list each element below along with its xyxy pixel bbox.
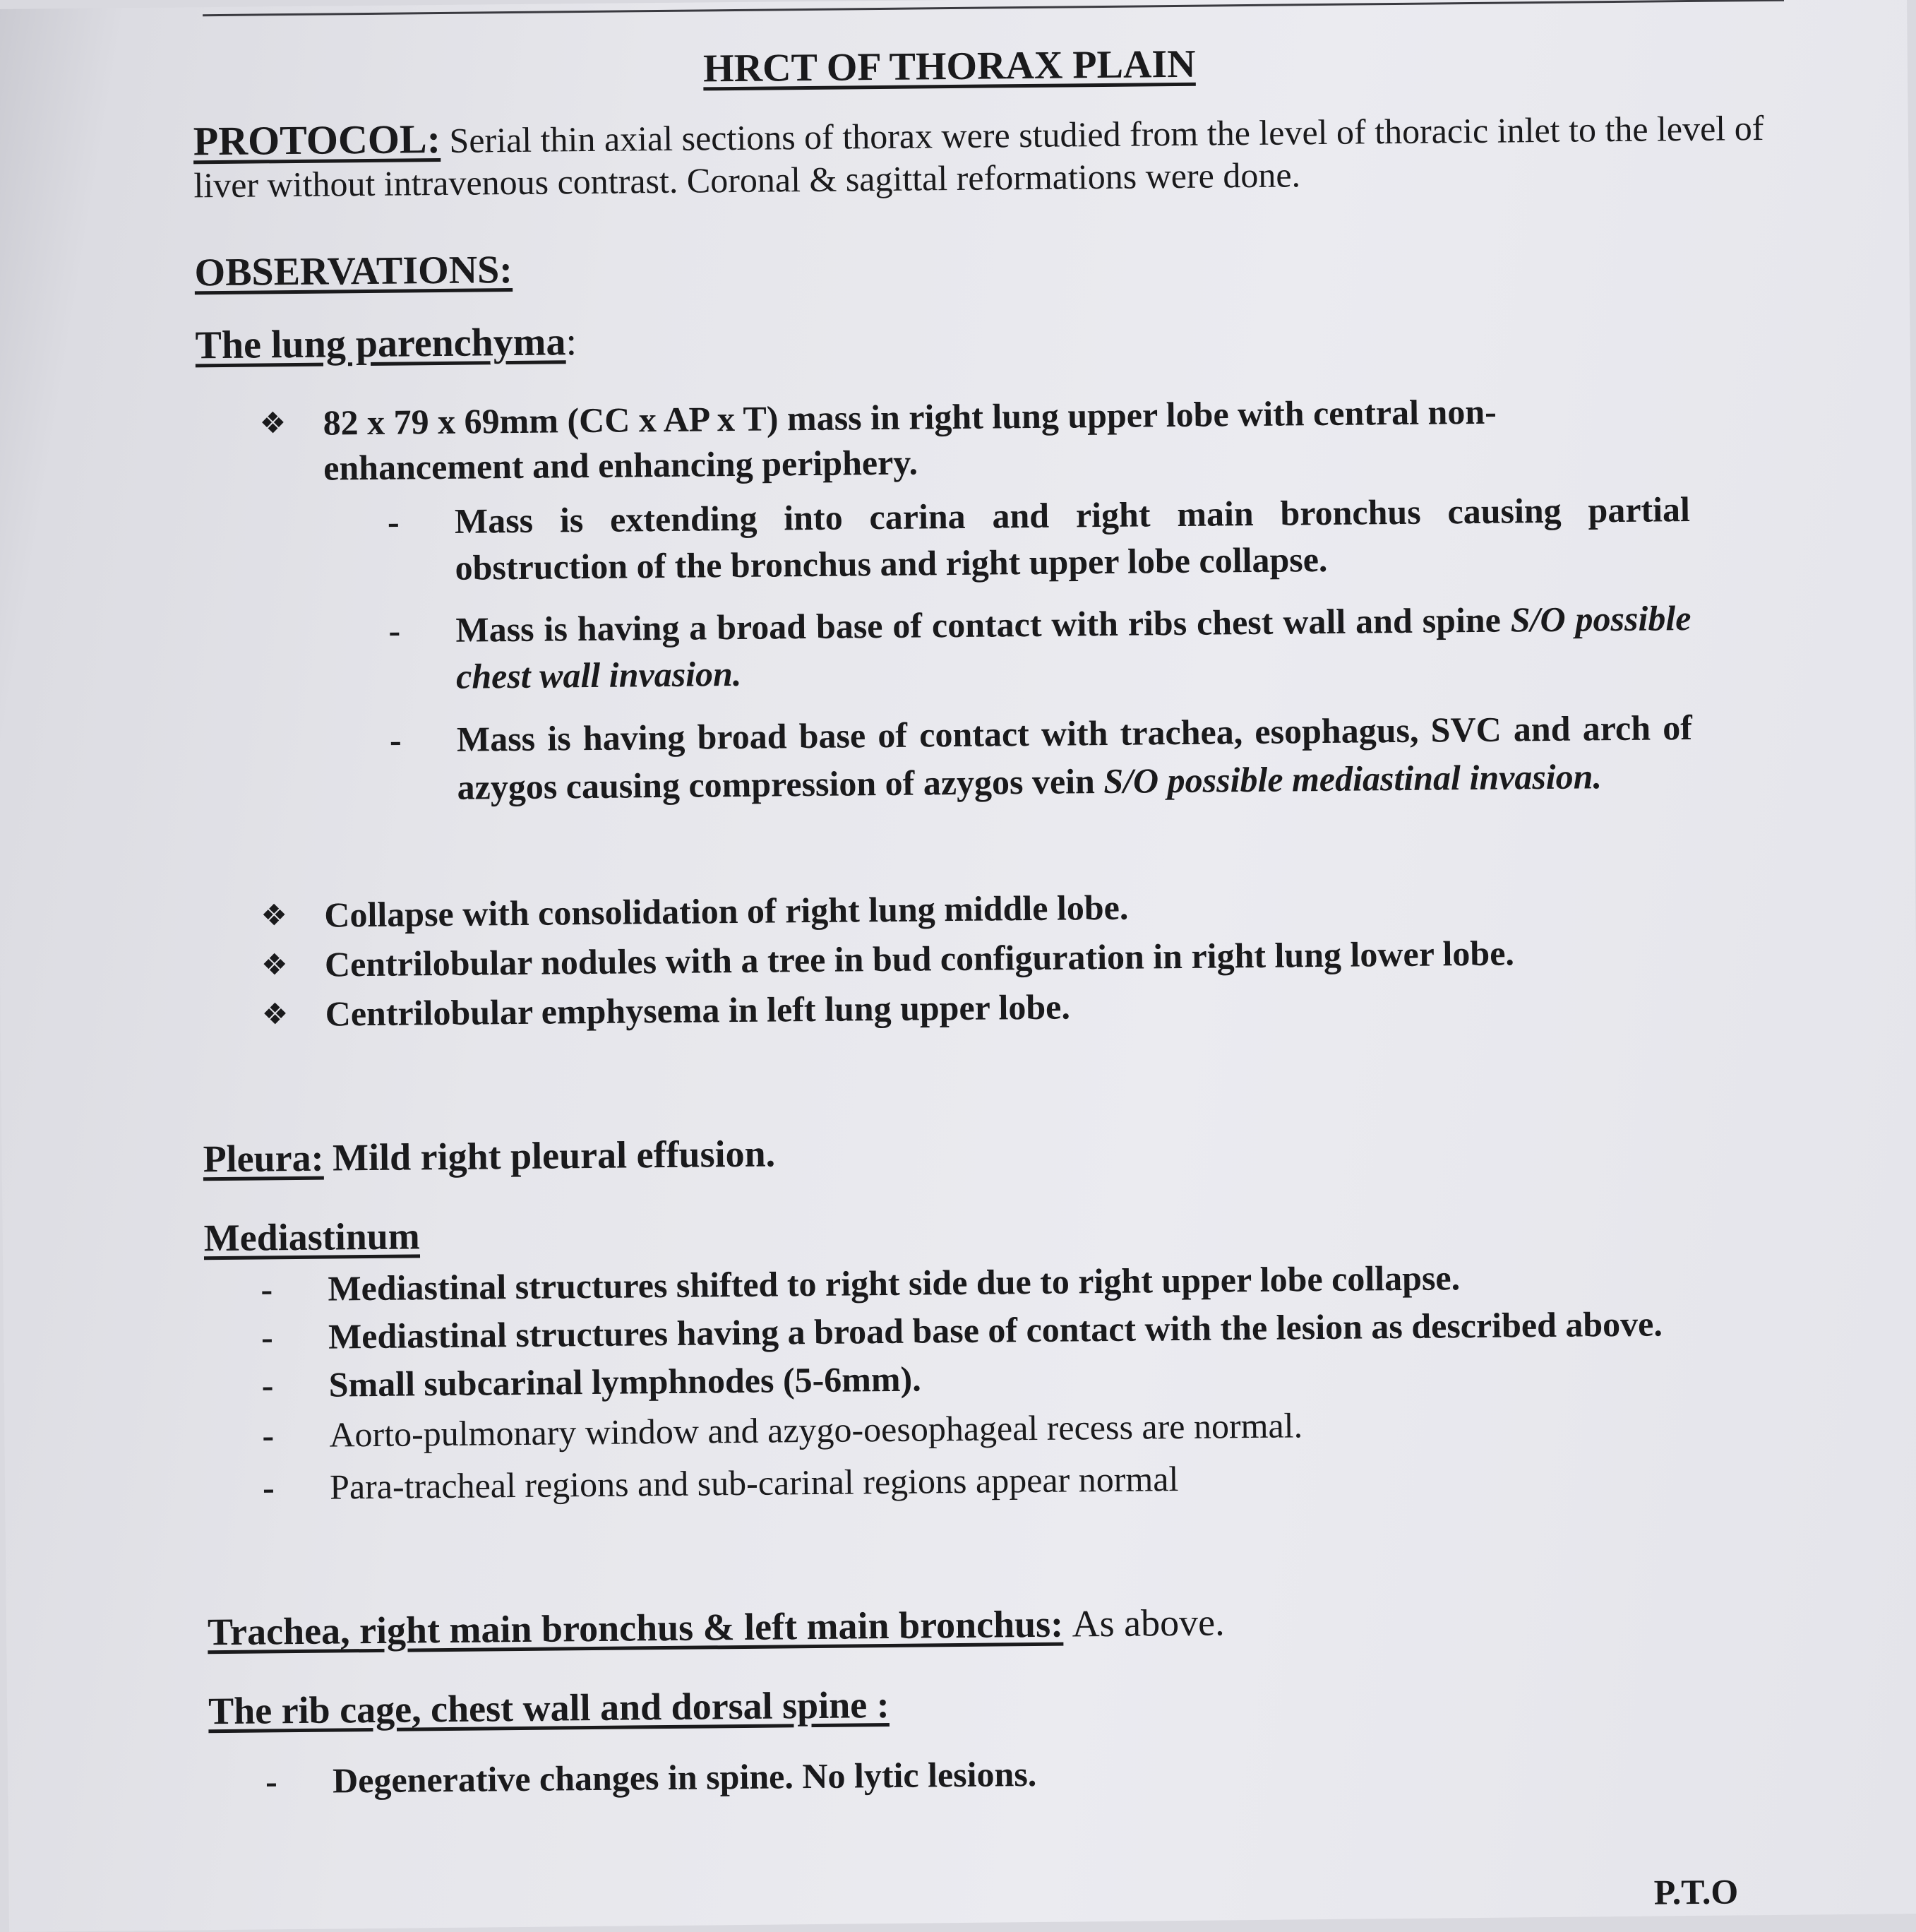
list-item [198, 595, 1692, 702]
mediastinum-finding-text: Mediastinal structures shifted to right side due to right upper lobe collapse. [328, 1258, 1461, 1308]
sub-finding-text: Mass is having a broad base of contact with ribs chest wall and spine [455, 600, 1502, 650]
dash-bullet-icon: - [261, 1269, 273, 1309]
pleura-text: Mild right pleural effusion. [332, 1132, 776, 1179]
mediastinum-heading-row [203, 1201, 1785, 1260]
ribcage-findings [209, 1742, 1791, 1806]
sub-finding-text: Mass is having broad base of contact with trachea, esophagus, SVC and arch of azygos causing compression of azygos vein [456, 708, 1693, 807]
protocol-label: PROTOCOL: [193, 115, 441, 165]
mediastinum-finding-text: Mediastinal structures having a broad base of contact with the lesion as described above. [328, 1304, 1663, 1356]
pto-marker: P.T.O [1653, 1871, 1739, 1912]
dash-bullet-icon: - [387, 501, 400, 542]
diamond-bullet-icon: ❖ [261, 996, 289, 1032]
dash-bullet-icon: - [262, 1415, 275, 1455]
sub-finding-impression: S/O possible chest wall invasion. [455, 598, 1692, 696]
mediastinum-finding-text: Para-tracheal regions and sub-carinal regions appear normal [329, 1459, 1179, 1507]
list-item [199, 703, 1693, 813]
dash-bullet-icon: - [265, 1761, 278, 1801]
protocol-section [193, 105, 1776, 206]
list-item [209, 1742, 1766, 1806]
ribcage-heading: The rib cage, chest wall and dorsal spine : [208, 1683, 890, 1733]
pleura-label: Pleura: [203, 1136, 324, 1181]
sub-finding-text: Mass is extending into carina and right main bronchus causing partial obstruction of the bronchus and right upper lobe collapse. [454, 489, 1691, 588]
report-title: HRCT OF THORAX PLAIN [702, 42, 1196, 91]
observations-heading-row [194, 236, 1776, 295]
dash-bullet-icon: - [262, 1467, 275, 1508]
mass-finding: 82 x 79 x 69mm (CC x AP x T) mass in right lung upper lobe with central non-enhancement and enhancing periphery. [323, 391, 1497, 488]
protocol-text: Serial thin axial sections of thorax were studied from the level of thoracic inlet to the level of liver without intravenous contrast. Coronal & sagittal reformations were done. [193, 107, 1764, 205]
trachea-label: Trachea, right main bronchus & left main bronchus: [207, 1602, 1064, 1654]
diamond-bullet-icon: ❖ [261, 947, 288, 982]
mediastinum-finding-text: Aorto-pulmonary window and azygo-oesophageal recess are normal. [329, 1405, 1303, 1455]
lung-finding-text: Collapse with consolidation of right lung middle lobe. [324, 887, 1129, 935]
trachea-section [208, 1595, 1790, 1654]
mediastinum-finding-text: Small subcarinal lymphnodes (5-6mm). [328, 1359, 921, 1405]
lung-finding-text: Centrilobular nodules with a tree in bud configuration in right lung lower lobe. [324, 933, 1515, 984]
dash-bullet-icon: - [389, 720, 402, 760]
mediastinum-heading: Mediastinum [203, 1215, 421, 1260]
observations-heading: OBSERVATIONS: [194, 248, 513, 295]
ribcage-heading-row [208, 1674, 1790, 1734]
lung-finding-text: Centrilobular emphysema in left lung upper lobe. [325, 986, 1071, 1034]
mediastinum-findings [204, 1251, 1788, 1514]
top-rule [203, 0, 1784, 16]
dash-bullet-icon: - [388, 610, 401, 650]
trachea-text: As above. [1072, 1601, 1225, 1645]
dash-bullet-icon: - [261, 1317, 273, 1357]
dash-bullet-icon: - [261, 1365, 274, 1405]
diamond-bullet-icon: ❖ [261, 898, 288, 933]
lung-other-findings [200, 876, 1783, 1039]
lung-heading-colon: : [565, 320, 577, 364]
pleura-section [203, 1122, 1785, 1181]
diamond-bullet-icon: ❖ [259, 405, 287, 441]
sub-finding-impression: S/O possible mediastinal invasion. [1103, 756, 1603, 801]
lung-heading: The lung parenchyma [195, 320, 566, 368]
ribcage-finding-text: Degenerative changes in spine. No lytic lesions. [332, 1753, 1037, 1801]
lung-findings [196, 386, 1781, 813]
list-item [196, 387, 1689, 491]
list-item [197, 486, 1691, 593]
lung-heading-row [195, 309, 1777, 368]
